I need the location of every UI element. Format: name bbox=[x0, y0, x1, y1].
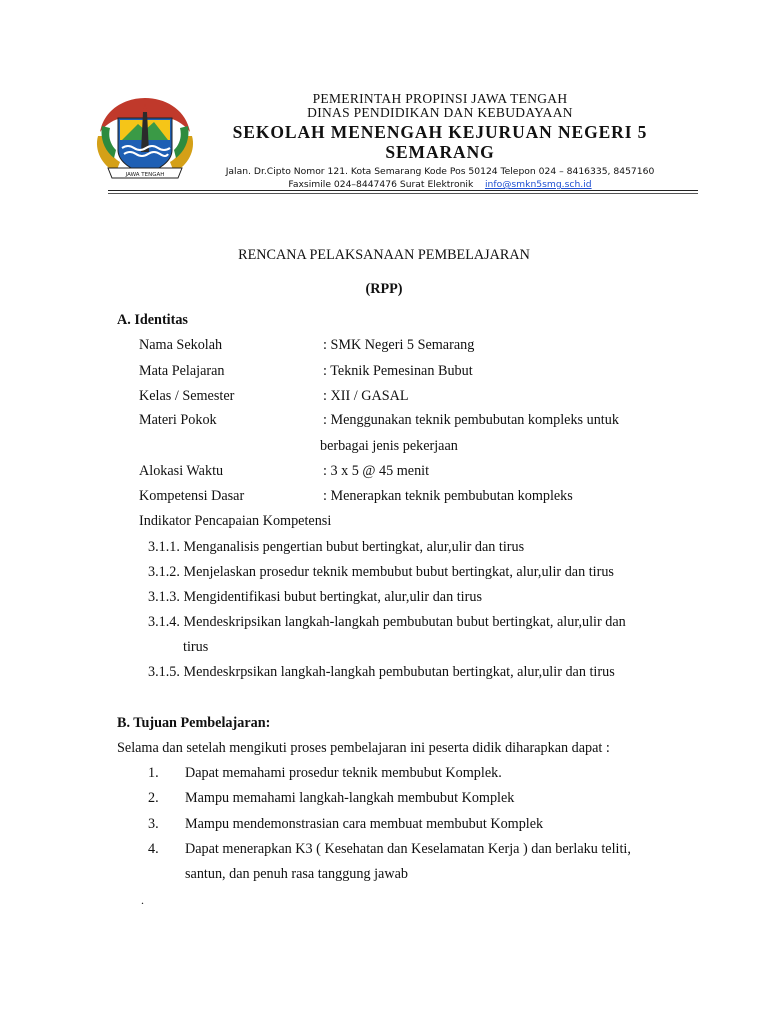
indikator-item: 3.1.2. Menjelaskan prosedur teknik membubut bubut bertingkat, alur,ulir dan tirus bbox=[148, 564, 614, 580]
letterhead-line-1: PEMERINTAH PROPINSI JAWA TENGAH bbox=[312, 91, 568, 106]
section-a-heading: A. Identitas bbox=[117, 312, 188, 328]
indikator-item: 3.1.4. Mendeskripsikan langkah-langkah pembubutan bubut bertingkat, alur,ulir dan bbox=[148, 614, 626, 630]
list-item: Dapat menerapkan K3 ( Kesehatan dan Keselamatan Kerja ) dan berlaku teliti, bbox=[185, 841, 631, 857]
list-number: 1. bbox=[148, 765, 159, 781]
field-value: : Menggunakan teknik pembubutan kompleks untuk bbox=[323, 412, 619, 428]
list-number: 3. bbox=[148, 816, 159, 832]
document-title: RENCANA PELAKSANAAN PEMBELAJARAN bbox=[238, 247, 530, 263]
letterhead-line-2: DINAS PENDIDIKAN DAN KEBUDAYAAN bbox=[307, 105, 573, 120]
school-name-line-2: SEMARANG bbox=[385, 142, 495, 162]
trailing-mark: . bbox=[141, 893, 144, 907]
indikator-item: 3.1.5. Mendeskrpsikan langkah-langkah pembubutan bertingkat, alur,ulir dan tirus bbox=[148, 664, 615, 680]
document-subtitle: (RPP) bbox=[365, 281, 403, 297]
letterhead bbox=[190, 92, 690, 191]
list-item: Dapat memahami prosedur teknik membubut Komplek. bbox=[185, 765, 502, 781]
email-link[interactable]: info@smkn5smg.sch.id bbox=[484, 179, 592, 190]
list-number: 4. bbox=[148, 841, 159, 857]
field-label: Kelas / Semester bbox=[139, 388, 235, 404]
letterhead-divider-thin bbox=[108, 193, 698, 194]
field-label: Nama Sekolah bbox=[139, 337, 223, 353]
indikator-item-continuation: tirus bbox=[183, 639, 209, 655]
emblem-ribbon-text: JAWA TENGAH bbox=[125, 172, 165, 178]
indikator-label: Indikator Pencapaian Kompetensi bbox=[139, 513, 332, 529]
section-b-intro: Selama dan setelah mengikuti proses pembelajaran ini peserta didik diharapkan dapat : bbox=[117, 740, 610, 756]
indikator-item: 3.1.1. Menganalisis pengertian bubut bertingkat, alur,ulir dan tirus bbox=[148, 539, 525, 555]
field-value: : 3 x 5 @ 45 menit bbox=[323, 463, 430, 479]
school-address: Jalan. Dr.Cipto Nomor 121. Kota Semarang Kode Pos 50124 Telepon 024 – 8416335, 8457160 bbox=[225, 166, 655, 177]
school-name-line-1: SEKOLAH MENENGAH KEJURUAN NEGERI 5 bbox=[232, 122, 648, 142]
field-value: : XII / GASAL bbox=[323, 388, 409, 404]
field-value: : Teknik Pemesinan Bubut bbox=[323, 363, 473, 379]
field-value-continuation: berbagai jenis pekerjaan bbox=[320, 438, 458, 454]
field-label: Alokasi Waktu bbox=[139, 463, 224, 479]
field-label: Mata Pelajaran bbox=[139, 363, 225, 379]
section-b-heading: B. Tujuan Pembelajaran: bbox=[117, 715, 271, 731]
list-item-continuation: santun, dan penuh rasa tanggung jawab bbox=[185, 866, 408, 882]
list-number: 2. bbox=[148, 790, 159, 806]
list-item: Mampu mendemonstrasian cara membuat membubut Komplek bbox=[185, 816, 544, 832]
field-label: Kompetensi Dasar bbox=[139, 488, 245, 504]
letterhead-divider bbox=[108, 190, 698, 191]
indikator-item: 3.1.3. Mengidentifikasi bubut bertingkat, alur,ulir dan tirus bbox=[148, 589, 482, 605]
list-item: Mampu memahami langkah-langkah membubut Komplek bbox=[185, 790, 515, 806]
field-value: : SMK Negeri 5 Semarang bbox=[323, 337, 475, 353]
fax-text: Faxsimile 024–8447476 Surat Elektronik bbox=[288, 179, 474, 190]
jawa-tengah-emblem-logo bbox=[94, 92, 196, 184]
field-value: : Menerapkan teknik pembubutan kompleks bbox=[323, 488, 573, 504]
field-label: Materi Pokok bbox=[139, 412, 217, 428]
